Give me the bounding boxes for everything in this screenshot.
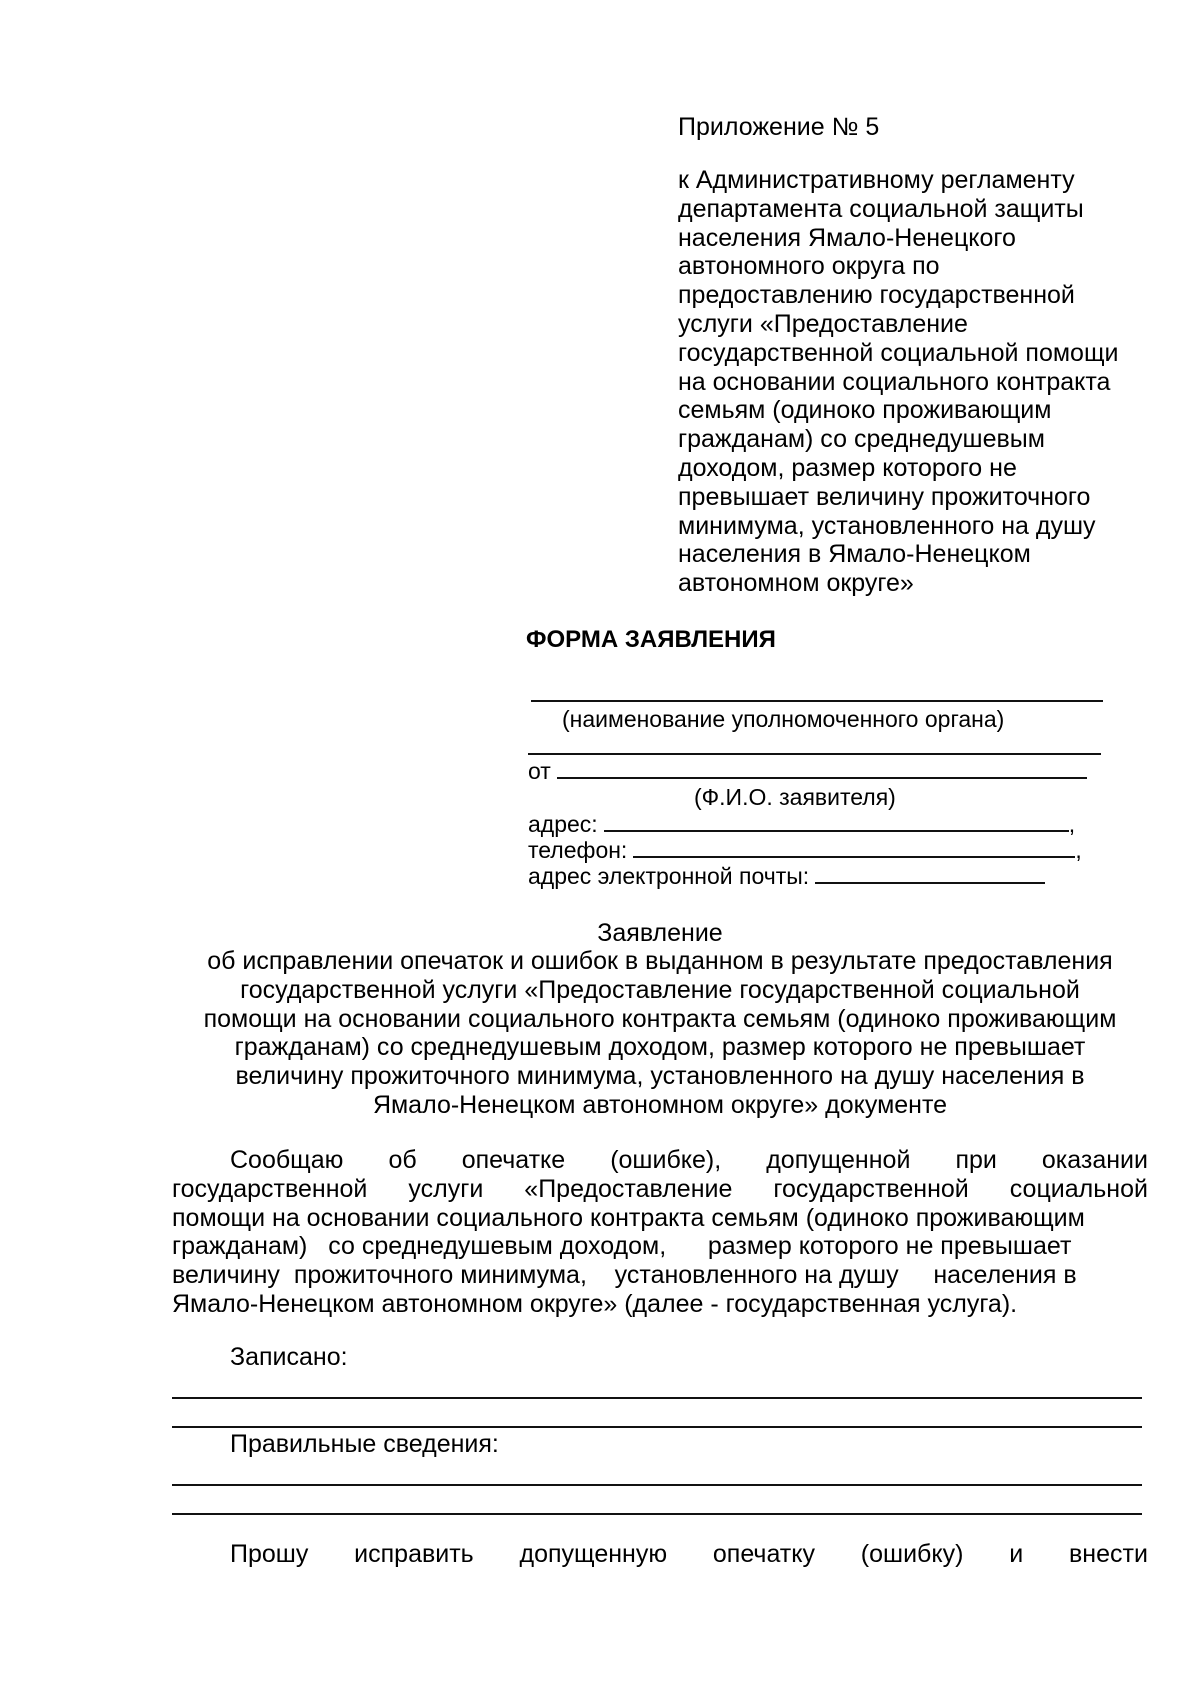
appendix-line: на основании социального контракта (678, 367, 1111, 396)
word: услуги (408, 1174, 484, 1203)
word: «Предоставление (524, 1174, 733, 1203)
body-line-2 (172, 1175, 1148, 1204)
body-line-1 (172, 1146, 1148, 1175)
appendix-line: доходом, размер которого не (678, 453, 1017, 482)
appendix-line: департамента социальной защиты (678, 194, 1084, 223)
appendix-line: превышает величину прожиточного (678, 482, 1091, 511)
address-line[interactable] (604, 810, 1069, 832)
statement-subtitle-line: Ямало-Ненецком автономном округе» документе (372, 1090, 948, 1119)
appendix-line: населения в Ямало-Ненецком (678, 540, 1031, 569)
appendix-line: гражданам) со среднедушевым (678, 425, 1045, 454)
appendix-line: предоставлению государственной (678, 281, 1075, 310)
word: об (388, 1146, 417, 1174)
word: оказании (1041, 1146, 1148, 1174)
appendix-line: минимума, установленного на душу (678, 511, 1096, 540)
fio-caption: (Ф.И.О. заявителя) (694, 784, 896, 810)
correct-line-1[interactable] (172, 1484, 1142, 1486)
word: при (955, 1146, 997, 1174)
appendix-line: услуги «Предоставление (678, 309, 968, 338)
statement-subtitle-line: гражданам) со среднедушевым доходом, размер которого не превышает (234, 1033, 1086, 1062)
authority-caption: (наименование уполномоченного органа) (562, 706, 1005, 732)
fio-line[interactable] (557, 757, 1087, 779)
word: опечатке (461, 1146, 566, 1174)
statement-heading (160, 919, 1160, 948)
from-row (528, 757, 1087, 784)
phone-row (528, 836, 1082, 863)
statement-subtitle-line: величину прожиточного минимума, установленного на душу населения в (235, 1062, 1085, 1091)
recorded-line-2[interactable] (172, 1426, 1142, 1428)
appendix-line: населения Ямало-Ненецкого (678, 223, 1016, 252)
word: допущенную (519, 1540, 668, 1568)
email-line[interactable] (815, 862, 1045, 884)
appendix-line: государственной социальной помощи (678, 338, 1119, 367)
statement-subtitle (160, 947, 1160, 1120)
correct-line-2[interactable] (172, 1513, 1142, 1515)
appendix-title: Приложение № 5 (678, 113, 880, 141)
statement-subtitle-line: об исправлении опечаток и ошибок в выданном в результате предоставления (207, 947, 1113, 975)
word: Прошу (230, 1540, 309, 1568)
from-label: от (528, 758, 551, 784)
word: внести (1069, 1540, 1148, 1568)
form-title: ФОРМА ЗАЯВЛЕНИЯ (526, 626, 776, 653)
correct-label: Правильные сведения: (230, 1430, 499, 1458)
recorded-label: Записано: (230, 1343, 348, 1371)
request-paragraph (172, 1540, 1148, 1569)
email-row (528, 862, 1045, 889)
body-line-5: величину прожиточного минимума, установленного на душу населения в (172, 1261, 1077, 1290)
word: социальной (1009, 1174, 1148, 1203)
body-paragraph (172, 1146, 1148, 1319)
authority-line[interactable] (531, 700, 1103, 702)
appendix-reference (678, 166, 1158, 598)
statement-title: Заявление (597, 919, 723, 947)
address-comma: , (1068, 811, 1076, 837)
word: (ошибку) (860, 1540, 964, 1568)
word: (ошибке), (610, 1146, 722, 1174)
appendix-line: семьям (одиноко проживающим (678, 396, 1052, 425)
body-line-4: гражданам) со среднедушевым доходом, размер которого не превышает (172, 1232, 1072, 1261)
word: государственной (773, 1174, 969, 1203)
word: государственной (172, 1174, 368, 1203)
request-line (172, 1540, 1148, 1569)
statement-subtitle-line: помощи на основании социального контракта семьям (одиноко проживающим (203, 1004, 1117, 1033)
email-label: адрес электронной почты: (528, 863, 810, 889)
word: опечатку (712, 1540, 815, 1568)
word: и (1009, 1540, 1024, 1568)
statement-subtitle-line: государственной услуги «Предоставление государственной социальной (240, 975, 1080, 1004)
phone-comma: , (1075, 837, 1082, 863)
address-label: адрес: (528, 811, 598, 837)
body-line-6: Ямало-Ненецком автономном округе» (далее - государственная услуга). (172, 1289, 1018, 1318)
phone-label: телефон: (528, 837, 628, 863)
appendix-line: к Административному регламенту (678, 166, 1075, 194)
phone-line[interactable] (633, 836, 1075, 858)
appendix-line: автономного округа по (678, 252, 940, 281)
appendix-line: автономном округе» (678, 569, 914, 598)
word: исправить (354, 1540, 474, 1568)
word: Сообщаю (230, 1146, 344, 1174)
word: допущенной (766, 1146, 911, 1174)
recorded-line-1[interactable] (172, 1397, 1142, 1399)
body-line-3: помощи на основании социального контракта семьям (одиноко проживающим (172, 1203, 1085, 1232)
authority-line-2[interactable] (528, 753, 1101, 755)
address-row (528, 810, 1075, 837)
